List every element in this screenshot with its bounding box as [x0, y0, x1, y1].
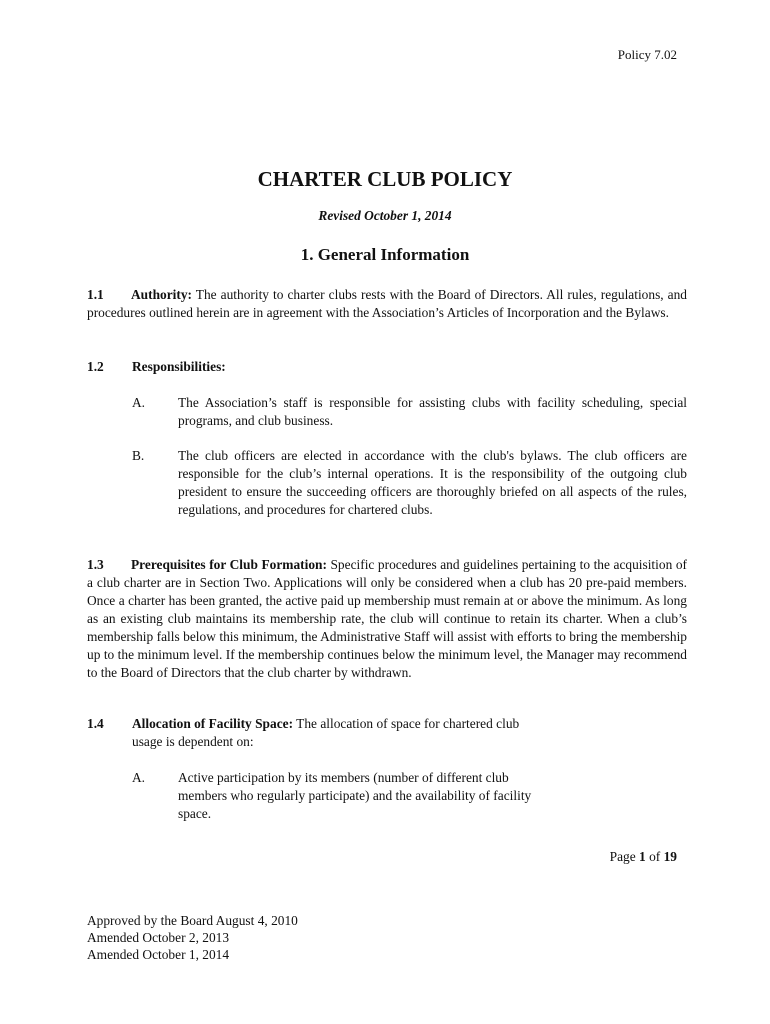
section-number: 1.2 [87, 359, 104, 374]
total-pages: 19 [663, 849, 677, 864]
section-number: 1.4 [87, 716, 104, 731]
section-text: Specific procedures and guidelines pertaining to the acquisition of a club charter are in Section Two. Applications will only be considered when a club has 20 pre-paid members. Once a charter has been granted, the active paid up membership must remain at or above the minimum. As long as an existing club maintains its membership rate, the club will continue to retain its charter. When a club’s membership falls below this minimum, the Administrative Staff will assist with efforts to bring the membership up to the minimum level. If the membership continues below the minimum level, the Manager may recommend to the Board of Directors that the club charter by withdrawn. [87, 557, 687, 680]
section-body [132, 715, 552, 751]
section-heading: 1. General Information [300, 245, 470, 264]
current-page: 1 [639, 849, 646, 864]
page-of: of [645, 849, 664, 864]
footer-amendments [87, 912, 298, 963]
item-text: The club officers are elected in accordance with the club's bylaws. The club officers are responsible for the club’s internal operations. It is the responsibility of the outgoing club president to ensure the succeeding officers are thoroughly briefed on all aspects of the rules, regulations, and procedures for chartered clubs. [178, 448, 687, 517]
page-number [610, 848, 677, 866]
page-prefix: Page [609, 849, 640, 864]
item-text: The Association’s staff is responsible for assisting clubs with facility scheduling, special programs, and club business. [178, 395, 687, 428]
section-label: Allocation of Facility Space: [132, 716, 294, 731]
footer-line: Approved by the Board August 4, 2010 [87, 913, 298, 928]
footer-line: Amended October 1, 2014 [87, 947, 230, 962]
item-letter: A. [132, 395, 146, 410]
paragraph-1-3 [87, 556, 687, 682]
section-label: Responsibilities: [132, 359, 226, 374]
paragraph-1-1 [87, 286, 687, 322]
item-letter: B. [132, 448, 145, 463]
section-number: 1.3 [87, 557, 104, 572]
section-label: Authority: [131, 287, 192, 302]
footer-line: Amended October 2, 2013 [87, 930, 230, 945]
policy-reference: Policy 7.02 [617, 47, 677, 62]
section-text: The allocation of space for chartered club usage is dependent on: [132, 716, 520, 749]
item-text: Active participation by its members (number of different club members who regularly participate) and the availability of facility space. [178, 770, 532, 821]
revision-date: Revised October 1, 2014 [318, 208, 452, 223]
item-letter: A. [132, 770, 146, 785]
document-title: CHARTER CLUB POLICY [257, 167, 513, 191]
section-number: 1.1 [87, 287, 104, 302]
section-label: Prerequisites for Club Formation: [131, 557, 327, 572]
section-text: The authority to charter clubs rests with the Board of Directors. All rules, regulations, and procedures outlined herein are in agreement with the Association’s Articles of Incorporation and the Bylaws. [87, 287, 687, 320]
